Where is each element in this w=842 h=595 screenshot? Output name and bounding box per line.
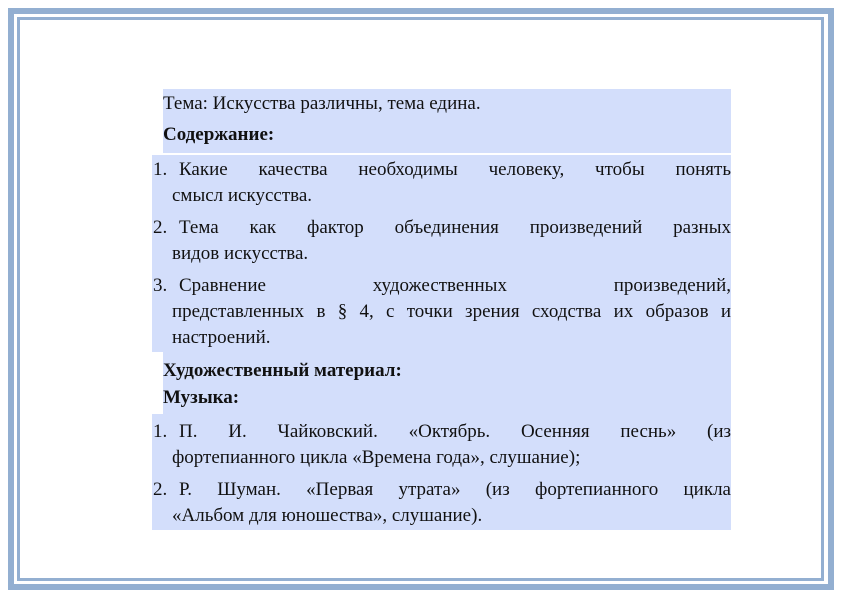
list-item-continuation: представленных в § 4, с точки зрения сходства их образов и bbox=[172, 301, 731, 322]
list-item-first-line: Сравнение художественных произведений, bbox=[179, 275, 731, 296]
list-number: 1. bbox=[153, 159, 168, 180]
content-item-2 bbox=[152, 215, 731, 267]
music-list bbox=[152, 414, 731, 530]
music-heading: Музыка: bbox=[163, 387, 240, 408]
content-item-1 bbox=[152, 157, 731, 209]
content-item-3 bbox=[152, 273, 731, 351]
material-block bbox=[163, 352, 731, 414]
list-number: 2. bbox=[153, 217, 168, 238]
content-list bbox=[152, 155, 731, 352]
list-item-continuation: смысл искусства. bbox=[172, 185, 313, 206]
list-number: 2. bbox=[153, 479, 168, 500]
list-item-first-line: П. И. Чайковский. «Октябрь. Осенняя песнь» (из bbox=[179, 421, 731, 442]
music-item-1 bbox=[152, 419, 731, 471]
material-heading: Художественный материал: bbox=[163, 360, 402, 381]
list-item-continuation: видов искусства. bbox=[172, 243, 309, 264]
list-item-first-line: Тема как фактор объединения произведений разных bbox=[179, 217, 731, 238]
topic-block bbox=[163, 89, 731, 153]
list-item-continuation: фортепианного цикла «Времена года», слушание); bbox=[172, 447, 581, 468]
list-item-continuation: «Альбом для юношества», слушание). bbox=[172, 505, 483, 526]
list-item-first-line: Какие качества необходимы человеку, чтобы понять bbox=[179, 159, 731, 180]
music-item-2 bbox=[152, 477, 731, 529]
list-number: 1. bbox=[153, 421, 168, 442]
content-heading: Содержание: bbox=[163, 124, 275, 145]
topic-text: Тема: Искусства различны, тема едина. bbox=[163, 93, 481, 114]
list-item-continuation: настроений. bbox=[172, 327, 271, 348]
list-item-first-line: Р. Шуман. «Первая утрата» (из фортепианного цикла bbox=[179, 479, 731, 500]
list-number: 3. bbox=[153, 275, 168, 296]
